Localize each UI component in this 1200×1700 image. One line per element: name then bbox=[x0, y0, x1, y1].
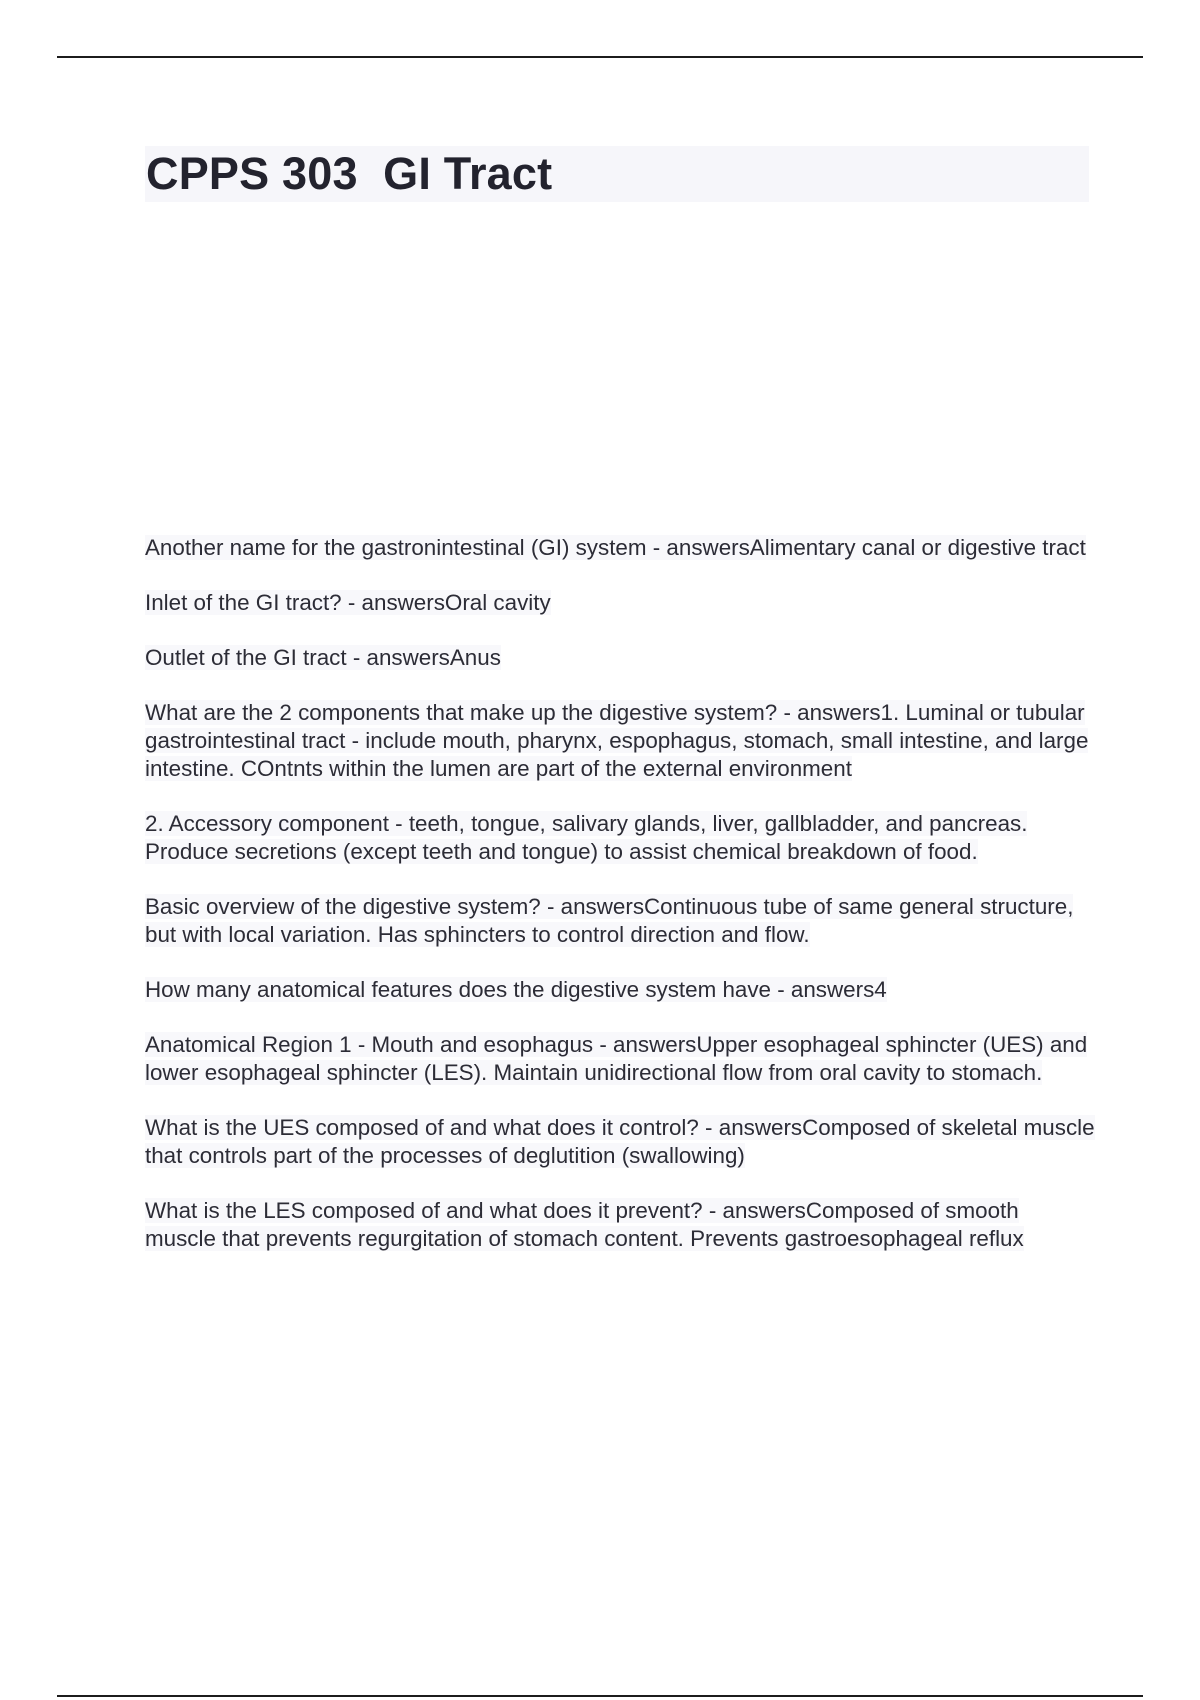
qa-text: 2. Accessory component - teeth, tongue, salivary glands, liver, gallbladder, and pancreas. Produce secretions (except teeth and tongue) to assist chemical breakdown of food. bbox=[145, 811, 1028, 864]
page-title: CPPS 303 GI Tract bbox=[146, 148, 553, 199]
qa-item bbox=[145, 534, 1095, 562]
qa-item bbox=[145, 976, 1095, 1004]
qa-text: Outlet of the GI tract - answersAnus bbox=[145, 645, 501, 670]
qa-item bbox=[145, 589, 1095, 617]
qa-text: What is the LES composed of and what does it prevent? - answersComposed of smooth muscle that prevents regurgitation of stomach content. Prevents gastroesophageal reflux bbox=[145, 1198, 1024, 1251]
qa-list bbox=[145, 534, 1095, 1280]
qa-item bbox=[145, 644, 1095, 672]
qa-text: Basic overview of the digestive system? - answersContinuous tube of same general structure, but with local variation. Has sphincters to control direction and flow. bbox=[145, 894, 1074, 947]
qa-text: Anatomical Region 1 - Mouth and esophagus - answersUpper esophageal sphincter (UES) and lower esophageal sphincter (LES). Maintain unidirectional flow from oral cavity to stomach. bbox=[145, 1032, 1088, 1085]
qa-text: What are the 2 components that make up the digestive system? - answers1. Luminal or tubular gastrointestinal tract - include mouth, pharynx, espophagus, stomach, small intestine, and large intestine. COntnts within the lumen are part of the external environment bbox=[145, 700, 1089, 781]
qa-item bbox=[145, 1197, 1095, 1253]
qa-text: Inlet of the GI tract? - answersOral cavity bbox=[145, 590, 551, 615]
qa-item bbox=[145, 1031, 1095, 1087]
qa-item bbox=[145, 699, 1095, 783]
qa-item bbox=[145, 1114, 1095, 1170]
qa-item bbox=[145, 810, 1095, 866]
bottom-rule bbox=[57, 1695, 1143, 1697]
qa-text: Another name for the gastronintestinal (GI) system - answersAlimentary canal or digestive tract bbox=[145, 535, 1086, 560]
qa-text: How many anatomical features does the digestive system have - answers4 bbox=[145, 977, 887, 1002]
qa-item bbox=[145, 893, 1095, 949]
qa-text: What is the UES composed of and what does it control? - answersComposed of skeletal muscle that controls part of the processes of deglutition (swallowing) bbox=[145, 1115, 1095, 1168]
top-rule bbox=[57, 56, 1143, 58]
